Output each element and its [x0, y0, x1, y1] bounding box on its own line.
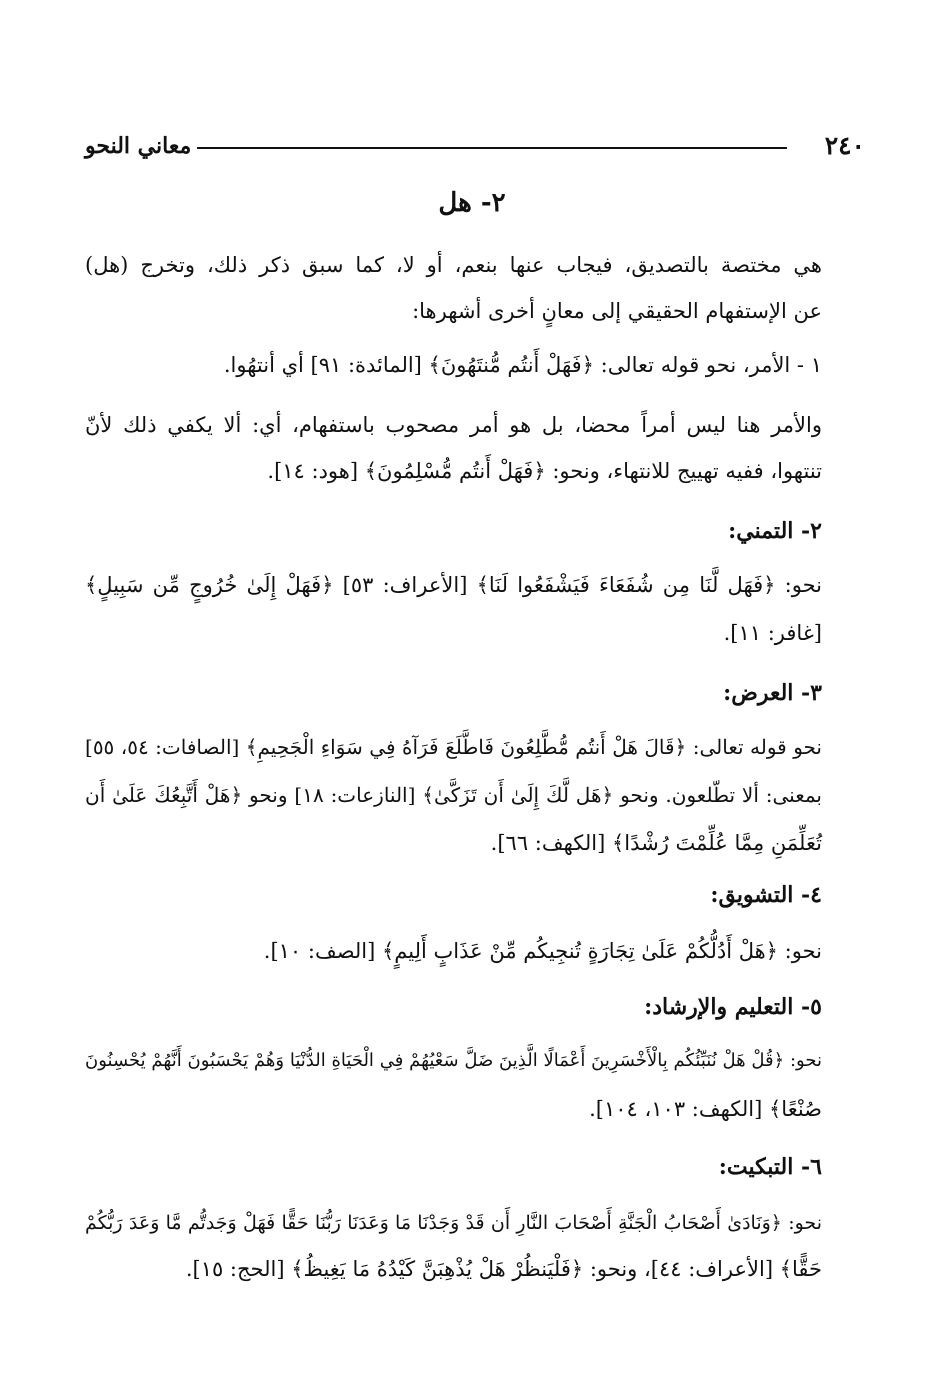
body-line: نحو: ﴿هَلْ أَدُلُّكُمْ عَلَىٰ تِجَارَةٍ تُنجِيكُم مِّنْ عَذَابٍ أَلِيمٍ﴾ [الصف: ١٠]. — [263, 939, 822, 963]
body-line: والأمر هنا ليس أمراً محضا، بل هو أمر مصحوب باستفهام، أي: ألا يكفي ذلك لأنّ — [85, 413, 822, 437]
body-line: ١ - الأمر، نحو قوله تعالى: ﴿فَهَلْ أَنتُم مُّنتَهُونَ﴾ [المائدة: ٩١] أي أنتهُوا. — [223, 353, 822, 377]
subheading-tashwiq: ٤- التشويق: — [710, 882, 822, 908]
body-line: نحو: ﴿قُلْ هَلْ نُنَبِّئُكُم بِالْأَخْسَرِينَ أَعْمَالًا الَّذِينَ ضَلَّ سَعْيُهُمْ فِي الْحَيَاةِ الدُّنْيَا وَهُمْ يَحْسَبُونَ أَنَّهُمْ يُحْسِنُونَ — [85, 1050, 822, 1071]
body-line: حَقًّا﴾ [الأعراف: ٤٤]، ونحو: ﴿فَلْيَنظُرْ هَلْ يُذْهِبَنَّ كَيْدُهُ مَا يَغِيظُ﴾ [الحج: ١٥]. — [185, 1257, 822, 1281]
running-header — [85, 128, 865, 164]
body-line: نحو: ﴿وَنَادَىٰ أَصْحَابُ الْجَنَّةِ أَصْحَابَ النَّارِ أَن قَدْ وَجَدْنَا مَا وَعَدَنَا رَبُّنَا حَقًّا فَهَلْ وَجَدتُّم مَّا وَعَدَ رَبُّكُمْ — [85, 1212, 822, 1234]
body-line: عن الإستفهام الحقيقي إلى معانٍ أخرى أشهرها: — [412, 299, 822, 323]
subheading-talim: ٥- التعليم والإرشاد: — [644, 994, 822, 1020]
body-line: صُنْعًا﴾ [الكهف: ١٠٣، ١٠٤]. — [589, 1097, 822, 1121]
body-line: [غافر: ١١]. — [723, 621, 822, 645]
subheading-ard: ٣- العرض: — [723, 680, 822, 706]
body-line: بمعنى: ألا تطّلعون. ونحو ﴿هَل لَّكَ إِلَىٰ أَن تَزَكَّىٰ﴾ [النازعات: ١٨] ونحو ﴿هَلْ أَتَّبِعُكَ عَلَىٰ أَن — [85, 783, 822, 807]
body-line: تنتهوا، ففيه تهييج للانتهاء، ونحو: ﴿فَهَلْ أَنتُم مُّسْلِمُونَ﴾ [هود: ١٤]. — [267, 459, 822, 483]
body-line: نحو: ﴿فَهَل لَّنَا مِن شُفَعَاءَ فَيَشْفَعُوا لَنَا﴾ [الأعراف: ٥٣] ﴿فَهَلْ إِلَىٰ خُرُوجٍ مِّن سَبِيلٍ﴾ — [85, 573, 822, 597]
section-title: ٢- هل — [438, 188, 506, 218]
body-line: نحو قوله تعالى: ﴿قَالَ هَلْ أَنتُم مُّطَّلِعُونَ فَاطَّلَعَ فَرَآهُ فِي سَوَاءِ الْجَحِيمِ﴾ [الصافات: ٥٤، ٥٥] — [85, 735, 823, 759]
subheading-tabkit: ٦- التبكيت: — [718, 1154, 822, 1180]
page-number: ٢٤٠ — [824, 131, 865, 160]
subheading-tamanni: ٢- التمني: — [728, 518, 822, 544]
body-line: تُعَلِّمَنِ مِمَّا عُلِّمْتَ رُشْدًا﴾ [الكهف: ٦٦]. — [490, 831, 822, 855]
body-line: هي مختصة بالتصديق، فيجاب عنها بنعم، أو لا، كما سبق ذكر ذلك، وتخرج (هل) — [85, 253, 822, 277]
header-rule — [197, 147, 787, 149]
book-title: معاني النحو — [85, 133, 192, 159]
